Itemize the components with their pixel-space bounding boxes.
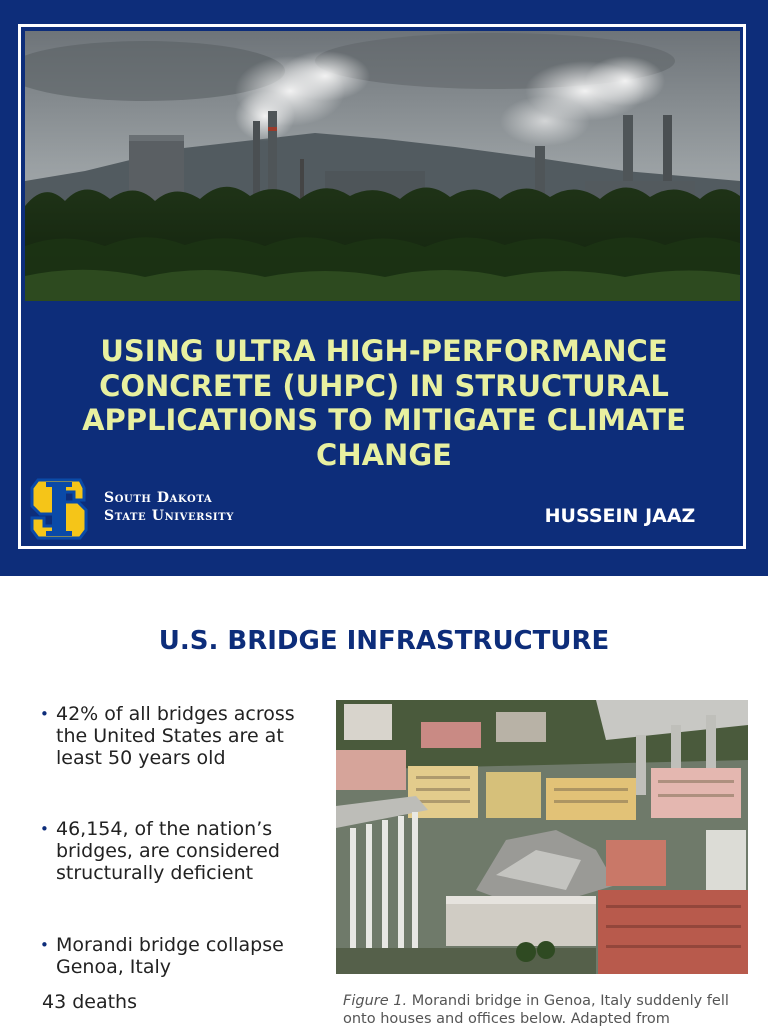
bullet-dot-icon: • [40,705,49,723]
bridge-infrastructure-slide [0,576,768,1027]
morandi-bridge-photo-icon [336,700,748,974]
bullet-item [40,818,330,884]
smokestacks-photo-icon [25,31,740,301]
university-line-1: South Dakota [104,490,213,506]
bullet-dot-icon: • [40,820,49,838]
caption-label: Figure 1. [343,993,408,1009]
university-name [104,489,234,525]
university-line-2: State University [104,508,234,524]
bridge-collapse-photo [336,700,748,974]
bullet-text: Morandi bridge collapse Genoa, Italy [56,934,284,978]
bullet-dot-icon: • [40,936,49,954]
presentation-title: USING ULTRA HIGH-PERFORMANCE CONCRETE (UHPC) IN STRUCTURAL APPLICATIONS TO MITIGATE CLIMATE CHANGE [82,334,686,472]
bullet-item [40,934,330,978]
figure-caption [343,992,748,1028]
deaths-count: 43 deaths [42,991,137,1013]
sdsu-logo-icon [26,474,92,542]
hero-photo [25,31,740,301]
bullet-text: 42% of all bridges across the United States are at least 50 years old [56,703,295,769]
slide-title: U.S. BRIDGE INFRASTRUCTURE [158,626,610,656]
bullet-text: 46,154, of the nation’s bridges, are considered structurally deficient [56,818,280,884]
caption-text: Morandi bridge in Genoa, Italy suddenly fell onto houses and offices below. Adapted from [343,993,729,1027]
author-name: HUSSEIN JAAZ [544,505,696,527]
bullet-item [40,703,330,769]
